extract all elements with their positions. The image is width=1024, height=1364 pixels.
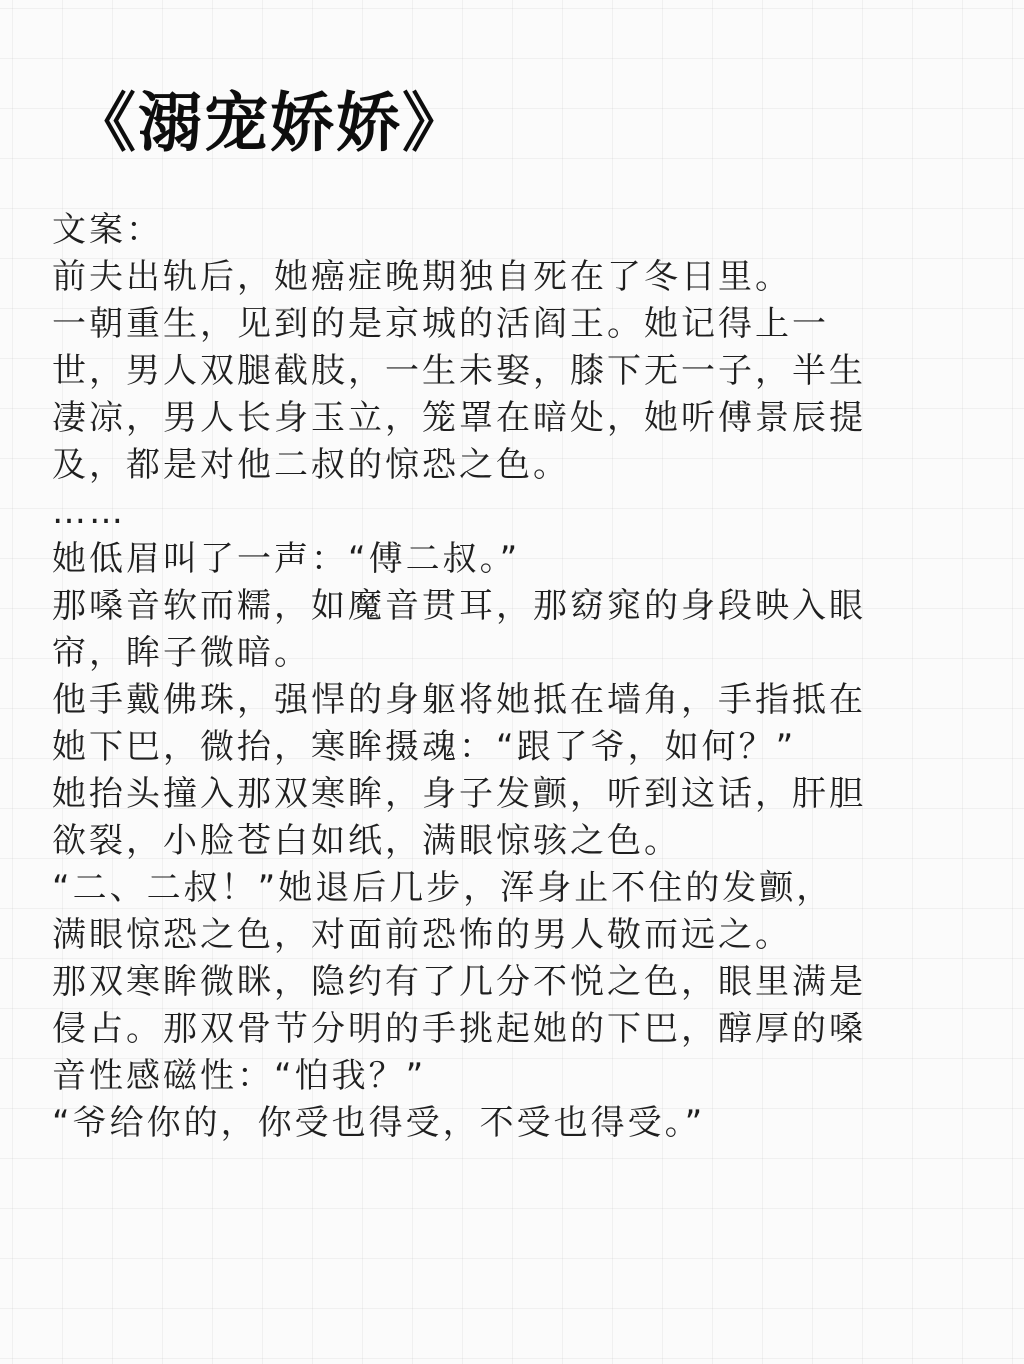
text-line: 音性感磁性：“怕我？” [52,1056,427,1096]
synopsis-text [52,207,962,1147]
text-line: 及，都是对他二叔的惊恐之色。 [52,445,570,485]
text-line: 她低眉叫了一声：“傅二叔。” [52,539,521,579]
text-line: 他手戴佛珠，强悍的身躯将她抵在墙角，手指抵在 [52,680,866,720]
synopsis-heading: 文案： [52,210,163,250]
text-line: 前夫出轨后，她癌症晚期独自死在了冬日里。 [52,257,792,297]
text-line: 那双寒眸微眯，隐约有了几分不悦之色，眼里满是 [52,962,866,1002]
text-line: 她下巴，微抬，寒眸摄魂：“跟了爷，如何？” [52,727,797,767]
text-line: 她抬头撞入那双寒眸，身子发颤，听到这话，肝胆 [52,774,866,814]
text-line: 侵占。那双骨节分明的手挑起她的下巴，醇厚的嗓 [52,1009,866,1049]
text-line: 那嗓音软而糯，如魔音贯耳，那窈窕的身段映入眼 [52,586,866,626]
book-title: 《溺宠娇娇》 [72,87,468,161]
text-line: 一朝重生，见到的是京城的活阎王。她记得上一 [52,304,829,344]
text-line: 世，男人双腿截肢，一生未娶，膝下无一子，半生 [52,351,866,391]
text-line: 帘，眸子微暗。 [52,633,311,673]
text-line: 欲裂，小脸苍白如纸，满眼惊骇之色。 [52,821,681,861]
text-line: “爷给你的，你受也得受，不受也得受。” [52,1103,706,1143]
text-line: 满眼惊恐之色，对面前恐怖的男人敬而远之。 [52,915,792,955]
ellipsis-line: …… [52,492,126,532]
text-line: 凄凉，男人长身玉立，笼罩在暗处，她听傅景辰提 [52,398,866,438]
text-line: “二、二叔！”她退后几步，浑身止不住的发颤， [52,868,834,908]
